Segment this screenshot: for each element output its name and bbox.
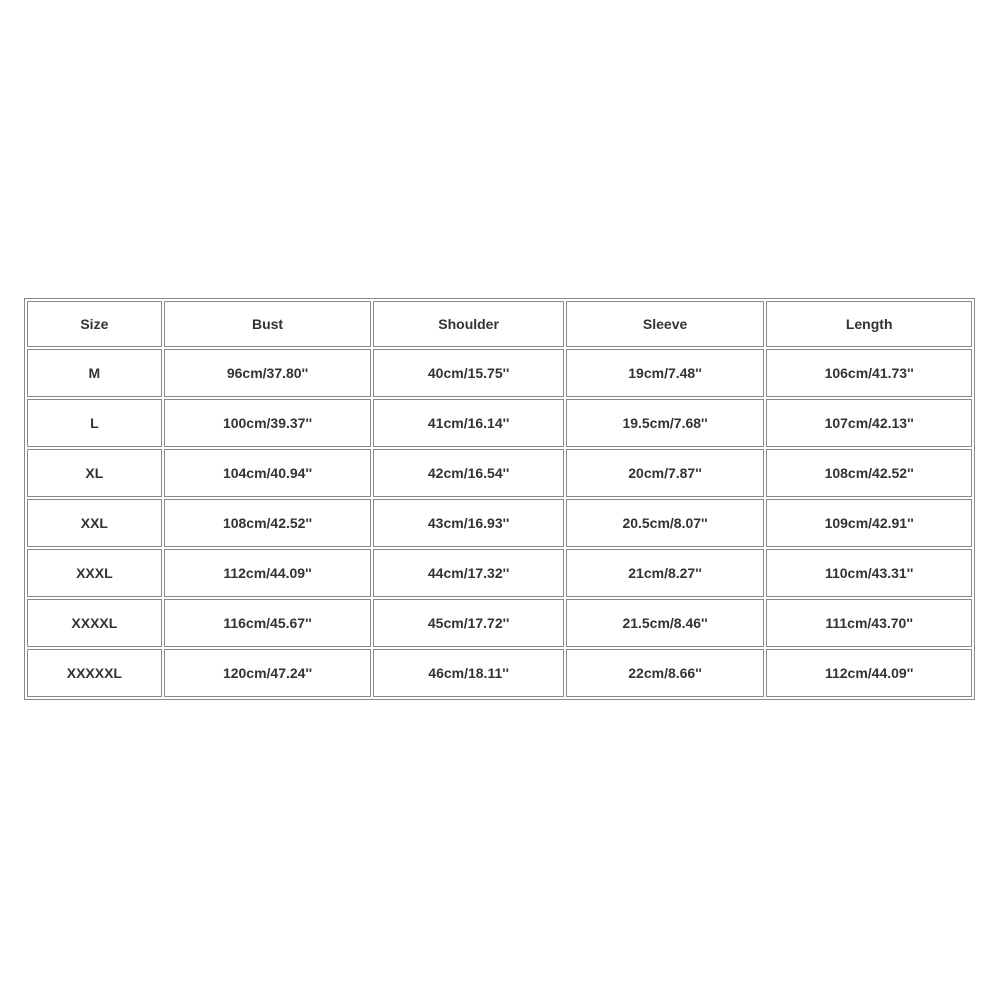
cell-bust: 96cm/37.80''	[164, 349, 372, 397]
cell-length: 107cm/42.13''	[766, 399, 972, 447]
cell-sleeve: 21cm/8.27''	[566, 549, 765, 597]
cell-sleeve: 19cm/7.48''	[566, 349, 765, 397]
cell-shoulder: 42cm/16.54''	[373, 449, 563, 497]
cell-size: XXXL	[27, 549, 162, 597]
header-length: Length	[766, 301, 972, 347]
table-header-row	[27, 301, 972, 347]
header-bust: Bust	[164, 301, 372, 347]
cell-size: XXXXXL	[27, 649, 162, 697]
cell-sleeve: 20.5cm/8.07''	[566, 499, 765, 547]
cell-size: XXL	[27, 499, 162, 547]
cell-length: 106cm/41.73''	[766, 349, 972, 397]
header-size: Size	[27, 301, 162, 347]
table-row	[27, 549, 972, 597]
cell-bust: 108cm/42.52''	[164, 499, 372, 547]
cell-size: XL	[27, 449, 162, 497]
cell-bust: 116cm/45.67''	[164, 599, 372, 647]
cell-size: L	[27, 399, 162, 447]
cell-size: XXXXL	[27, 599, 162, 647]
table-row	[27, 649, 972, 697]
cell-bust: 112cm/44.09''	[164, 549, 372, 597]
table-row	[27, 399, 972, 447]
cell-sleeve: 21.5cm/8.46''	[566, 599, 765, 647]
cell-shoulder: 44cm/17.32''	[373, 549, 563, 597]
header-sleeve: Sleeve	[566, 301, 765, 347]
size-chart-table	[24, 298, 975, 700]
table-row	[27, 599, 972, 647]
cell-length: 112cm/44.09''	[766, 649, 972, 697]
table-row	[27, 499, 972, 547]
cell-length: 108cm/42.52''	[766, 449, 972, 497]
table-row	[27, 449, 972, 497]
table-row	[27, 349, 972, 397]
cell-shoulder: 43cm/16.93''	[373, 499, 563, 547]
cell-length: 110cm/43.31''	[766, 549, 972, 597]
cell-length: 109cm/42.91''	[766, 499, 972, 547]
cell-shoulder: 46cm/18.11''	[373, 649, 563, 697]
cell-size: M	[27, 349, 162, 397]
cell-bust: 120cm/47.24''	[164, 649, 372, 697]
cell-length: 111cm/43.70''	[766, 599, 972, 647]
cell-bust: 104cm/40.94''	[164, 449, 372, 497]
cell-shoulder: 45cm/17.72''	[373, 599, 563, 647]
cell-sleeve: 19.5cm/7.68''	[566, 399, 765, 447]
cell-shoulder: 41cm/16.14''	[373, 399, 563, 447]
header-shoulder: Shoulder	[373, 301, 563, 347]
cell-shoulder: 40cm/15.75''	[373, 349, 563, 397]
cell-sleeve: 20cm/7.87''	[566, 449, 765, 497]
cell-sleeve: 22cm/8.66''	[566, 649, 765, 697]
cell-bust: 100cm/39.37''	[164, 399, 372, 447]
